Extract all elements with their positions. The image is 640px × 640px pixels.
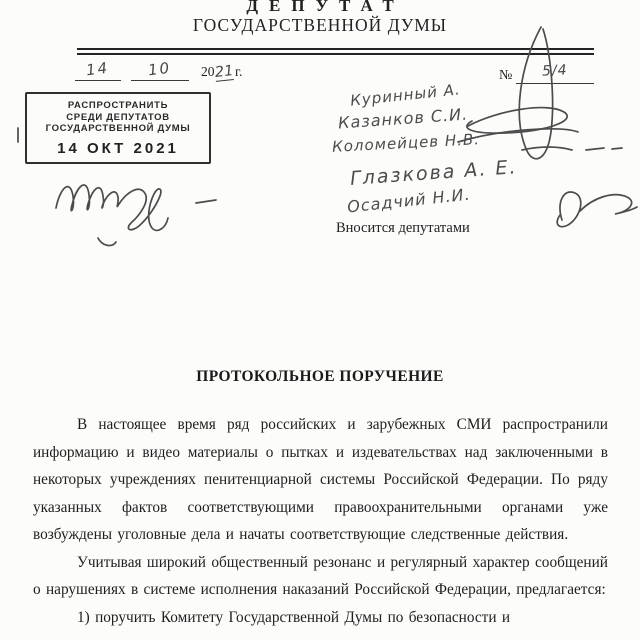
stamp-line-2: СРЕДИ ДЕПУТАТОВ (66, 111, 170, 123)
stamp-line-1: РАСПРОСТРАНИТЬ (67, 100, 169, 111)
stamp-line-3: ГОСУДАРСТВЕННОЙ ДУМЫ (45, 123, 191, 134)
bottom-right-signature (557, 192, 637, 227)
number-line (499, 63, 594, 84)
signature-name-5: Осадчий Н.И. (346, 184, 472, 217)
letterhead-subtitle: ГОСУДАРСТВЕННОЙ ДУМЫ (192, 15, 448, 35)
big-loop-signature (519, 27, 552, 159)
year-suffix: г. (234, 64, 243, 79)
handwritten-month: 10 (147, 58, 173, 80)
left-signature-tail (98, 238, 116, 245)
strike-signature-1 (467, 108, 567, 134)
number-label: № (499, 68, 513, 83)
signature-name-1: Куринный А. (349, 80, 462, 110)
handwritten-number: 5/4 (541, 62, 569, 80)
signature-name-4: Глазкова А. Е. (349, 156, 519, 190)
paragraph-3: 1) поручить Комитету Государственной Думы по безопасности и (77, 608, 511, 626)
left-signature-dash (196, 200, 216, 203)
number-blank (516, 63, 594, 84)
handwritten-year: 21 (213, 63, 234, 81)
distribution-stamp (25, 92, 211, 164)
signature-name-3: Коломейцев Н.В. (331, 130, 481, 156)
month-blank (131, 60, 189, 81)
date-line (75, 60, 242, 81)
signature-name-2: Казанков С.И. (337, 104, 469, 133)
double-rule (77, 48, 594, 55)
strike-signature-3 (522, 147, 622, 150)
left-signature-flourish (56, 185, 168, 230)
document-body (33, 411, 608, 631)
handwritten-day: 14 (85, 58, 111, 80)
stamp-date: 14 ОКТ 2021 (57, 139, 179, 157)
document-title: ПРОТОКОЛЬНОЕ ПОРУЧЕНИЕ (196, 368, 444, 385)
paragraph-2: Учитывая широкий общественный резонанс и регулярный характер сообщений о нарушениях в системе исполнения наказаний Российской Федерации, предлагается: (33, 553, 608, 598)
letterhead-title: ДЕПУТАТ (246, 0, 405, 15)
day-blank (75, 60, 121, 81)
year-prefix: 20 (201, 64, 215, 79)
paragraph-1: В настоящее время ряд российских и зарубежных СМИ распространили информацию и видео материалы о пытках и издевательствах над заключенными в некоторых учреждениях пенитенциарной системы Российской Федерации. По ряду указанных фактов соответствующими правоохранительными органами уже возбуждены уголовные дела и начаты соответствующие следственные действия. (33, 416, 608, 543)
submitted-by-label: Вносится депутатами (336, 220, 470, 236)
